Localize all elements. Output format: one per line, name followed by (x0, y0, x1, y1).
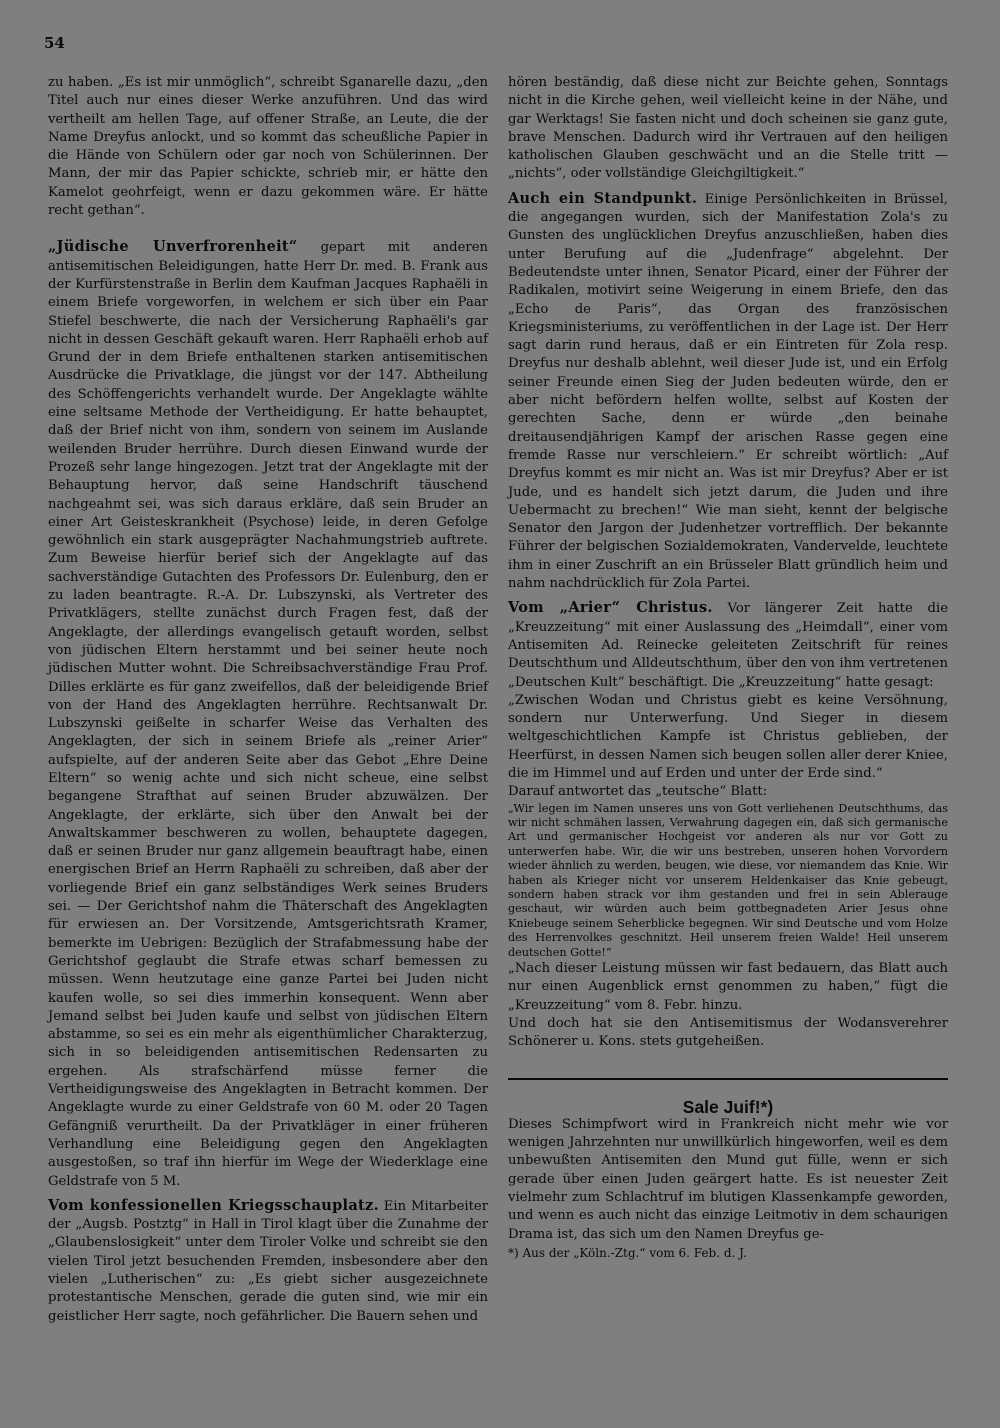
article-heading: Auch ein Standpunkt. (508, 189, 698, 207)
article-konfessioneller-kriegsschauplatz (48, 1197, 488, 1326)
article-heading: Vom „Arier“ Christus. (508, 599, 713, 617)
article-body: Ein Mitarbeiter der „Augsb. Postztg“ in Hall in Tirol klagt über die Zunahme der „Glaubenslosigkeit“ unter dem Tiroler Volke und schreibt sie den vielen Tirol jetzt besuchenden Fremden, insbesondere aber den vielen „Lutherischen“ zu: „Es giebt sicher ausgezeichnete protestantische Menschen, gerade die guten sind, wie mir ein geistlicher Herr sagte, noch gefährlicher. Die Bauern sehen und (48, 1198, 488, 1324)
teutsche-blatt-quote: „Wir legen im Namen unseres uns von Gott verliehenen Deutschthums, das wir nicht schmähen lassen, Verwahrung dagegen ein, daß sich germanische Art und germanischer Hochgeist vor anderen als nur vor Gott zu unterwerfen habe. Wir, die wir uns bestreben, unseren hohen Vorvordern wieder ähnlich zu werden, beugen, wie diese, vor niemandem das Knie. Wir haben als Krieger nicht vor unserem Heldenkaiser das Knie gebeugt, sondern haben strack vor ihm gestanden und frei in sein Ablerauge geschaut, wir würden auch beim gottbegnadeten Arier Jesus ohne Kniebeuge seinem Seherblicke begegnen. Wir sind Deutsche und vom Holze des Herrenvolkes geschnitzt. Heil unserem freien Walde! Heil unserem deutschen Gotte!“ (508, 801, 948, 959)
kreuzzeitung-quote: „Zwischen Wodan und Christus giebt es keine Versöhnung, sondern nur Unterwerfung. Und Sieger in diesem weltgeschichtlichen Kampfe ist Christus geblieben, der Heerfürst, in dessen Namen sich beugen sollen aller derer Kniee, die im Himmel und auf Erden und unter der Erde sind.“ (508, 692, 948, 781)
article-body: Vor längerer Zeit hatte die „Kreuzzeitung“ mit einer Auslassung des „Heimdall“, einer vom Antisemiten Ad. Reinecke geleiteten Zeitschrift für reines Deutschthum und Alldeutschthum, über den von ihm vertretenen „Deutschen Kult“ beschäftigt. Die „Kreuzzeitung“ hatte gesagt: (508, 601, 948, 690)
intro-paragraph: zu haben. „Es ist mir unmöglich“, schreibt Sganarelle dazu, „den Titel auch nur eines dieser Werke anzuführen. Und das wird vertheilt am hellen Tage, auf offener Straße, an Leute, die der Name Dreyfus anlockt, und so kommt das scheußliche Papier in die Hände von Schülern oder gar noch von Schülerinnen. Der Mann, der mir das Papier schickte, schrieb mir, er hätte den Kamelot geohrfeigt, wenn er dazu gekommen wäre. Er hätte recht gethan“. (48, 75, 488, 219)
closing-remark: Und doch hat sie den Antisemitismus der Wodansverehrer Schönerer u. Kons. stets gutgeheißen. (508, 1015, 948, 1050)
article-body: Einige Persönlichkeiten in Brüssel, die angegangen wurden, sich der Manifestation Zola's zu Gunsten des unglücklichen Dreyfus anzuschließen, haben dies unter Berufung auf die „Judenfrage“ abgelehnt. Der Bedeutendste unter ihnen, Senator Picard, einer der Führer der Radikalen, motivirt seine Weigerung in einem Briefe, den das „Echo de Paris“, das Organ des französischen Kriegsministeriums, zu veröffentlichen in der Lage ist. Der Herr sagt darin rund heraus, daß er ein Eintreten für Zola resp. Dreyfus nur deshalb ablehnt, weil dieser Jude ist, und ein Erfolg seiner Freunde einen Sieg der Juden bedeuten würde, den er aber nicht befördern helfen wollte, selbst auf Kosten der gerechten Sache, denn er würde „den beinahe dreitausendjährigen Kampf der arischen Rasse gegen eine fremde Rasse nur verschleiern.“ Er schreibt wörtlich: „Auf Dreyfus kommt es mir nicht an. Was ist mir Dreyfus? Aber er ist Jude, und es handelt sich jetzt darum, die Juden und ihre Uebermacht zu brechen!“ Wie man sieht, kennt der belgische Senator den Jargon der Judenhetzer vortrefflich. Der bekannte Führer der belgischen Sozialdemokraten, Vandervelde, leuchtete ihm in einer Zuschrift an ein Brüsseler Blatt gründlich heim und nahm nachdrücklich für Zola Partei. (508, 191, 948, 592)
article-auch-ein-standpunkt (508, 190, 948, 594)
reply-intro: Darauf antwortet das „teutsche“ Blatt: (508, 784, 768, 800)
article-body: gepart mit anderen antisemitischen Beleidigungen, hatte Herr Dr. med. B. Frank aus der Kurfürstenstraße in Berlin dem Kaufman Jacques Raphaëli in einem Briefe vorgeworfen, in welchem er sich über ein Paar Stiefel beschwerte, die nach der Versicherung Raphaëli's gar nicht in dessen Geschäft gekauft waren. Herr Raphaëli erhob auf Grund der in dem Briefe enthaltenen starken antisemitischen Ausdrücke die Privatklage, die jüngst vor der 147. Abtheilung des Schöffengerichts verhandelt wurde. Der Angeklagte wählte eine seltsame Methode der Vertheidigung. Er hatte behauptet, daß der Brief nicht von ihm, sondern von seinem im Auslande weilenden Bruder herrühre. Durch diesen Einwand wurde der Prozeß sehr lange hingezogen. Jetzt trat der Angeklagte mit der Behauptung hervor, daß seine Handschrift täuschend nachgeahmt sei, was sich daraus erkläre, daß sein Bruder an einer Art Geisteskrankheit (Psychose) leide, in deren Gefolge gewöhnlich ein stark ausgeprägter Nachahmungstrieb auftrete. Zum Beweise hierfür berief sich der Angeklagte auf das sachverständige Gutachten des Professors Dr. Eulenburg, den er zu laden beantragte. R.-A. Dr. Lubszynski, als Vertreter des Privatklägers, stellte zunächst durch Fragen fest, daß der Angeklagte, der allerdings evangelisch getauft worden, selbst von jüdischen Eltern herstammt und bei seiner heute noch jüdischen Mutter wohnt. Die Schreibsachverständige Frau Prof. Dilles erklärte es für ganz zweifellos, daß der beleidigende Brief von der Hand des Angeklagten herrühre. Rechtsanwalt Dr. Lubszynski geißelte in scharfer Weise das Verhalten des Angeklagten, der sich in seinem Briefe als „reiner Arier“ aufspielte, auf der anderen Seite aber das Gebot „Ehre Deine Eltern“ so wenig achte und sich nicht scheue, eine selbst begangene Strafthat auf seinen Bruder abzuwälzen. Der Angeklagte, der erklärte, sich über den Anwalt bei der Anwaltskammer beschweren zu wollen, behauptete dagegen, daß er seinen Bruder nur ganz allgemein beauftragt habe, einen energischen Brief an Herrn Raphaëli zu schreiben, daß aber der vorliegende Brief ein ganz selbständiges Werk seines Bruders sei. — Der Gerichtshof nahm die Thäterschaft des Angeklagten für erwiesen an. Der Vorsitzende, Amtsgerichtsrath Kramer, bemerkte im Uebrigen: Bezüglich der Strafabmessung habe der Gerichtshof geglaubt die Strafe etwas scharf bemessen zu müssen. Wenn heutzutage eine ganze Partei bei Juden nicht kaufen wolle, so sei dies immerhin konsequent. Wenn aber Jemand selbst bei Juden kaufe und selbst von jüdischen Eltern abstamme, so sei es ein mehr als eigenthümlicher Charakterzug, sich in so beleidigenden antisemitischen Redensarten zu ergehen. Als strafschärfend müsse ferner die Vertheidigungsweise des Angeklagten in Betracht kommen. Der Angeklagte wurde zu einer Geldstrafe von 60 M. oder 20 Tagen Gefängniß verurtheilt. Da der Privatkläger in einer früheren Verhandlung eine Beleidigung gegen den Angeklagten ausgestoßen, so traf ihn hierfür im Wege der Wiederklage eine Geldstrafe von 5 M. (48, 240, 488, 1189)
footnote: *) Aus der „Köln.-Ztg.“ vom 6. Feb. d. J. (508, 1245, 747, 1260)
sale-juif-title: Sale Juif!*) (682, 1096, 774, 1117)
page-number: 54 (44, 34, 65, 52)
section-divider (508, 1078, 948, 1080)
article-heading: „Jüdische Unverfrorenheit“ (48, 238, 298, 256)
article-juedische-unverfrorenheit (48, 238, 488, 1190)
sale-juif-body: Dieses Schimpfwort wird in Frankreich nicht mehr wie vor wenigen Jahrzehnten nur unwillkürlich hingeworfen, weil es dem unbewußten Antisemiten den Mund gut fülle, wenn er sich gerade über einen Juden geärgert hatte. Es ist neuester Zeit vielmehr zum Schlachtruf im blutigen Klassenkampfe geworden, und wenn es auch nicht das einzige Leitmotiv in dem schaurigen Drama ist, das sich um den Namen Dreyfus ge- (508, 1116, 948, 1242)
continued-paragraph: hören beständig, daß diese nicht zur Beichte gehen, Sonntags nicht in die Kirche gehen, weil vielleicht keine in der Nähe, und gar Werktags! Sie fasten nicht und doch scheinen sie ganz gute, brave Menschen. Dadurch wird ihr Vertrauen auf den heiligen katholischen Glauben geschwächt und an die Stelle tritt — „nichts“, oder vollständige Gleichgiltigkeit.“ (508, 75, 948, 182)
right-column (508, 74, 948, 1262)
left-column (48, 74, 488, 1326)
article-heading: Vom konfessionellen Kriegsschauplatz. (48, 1196, 379, 1214)
kreuzzeitung-remark: „Nach dieser Leistung müssen wir fast bedauern, das Blatt auch nur einen Augenblick ernst genommen zu haben,“ fügt die „Kreuzzeitung“ vom 8. Febr. hinzu. (508, 961, 948, 1013)
article-arier-christus (508, 599, 948, 691)
